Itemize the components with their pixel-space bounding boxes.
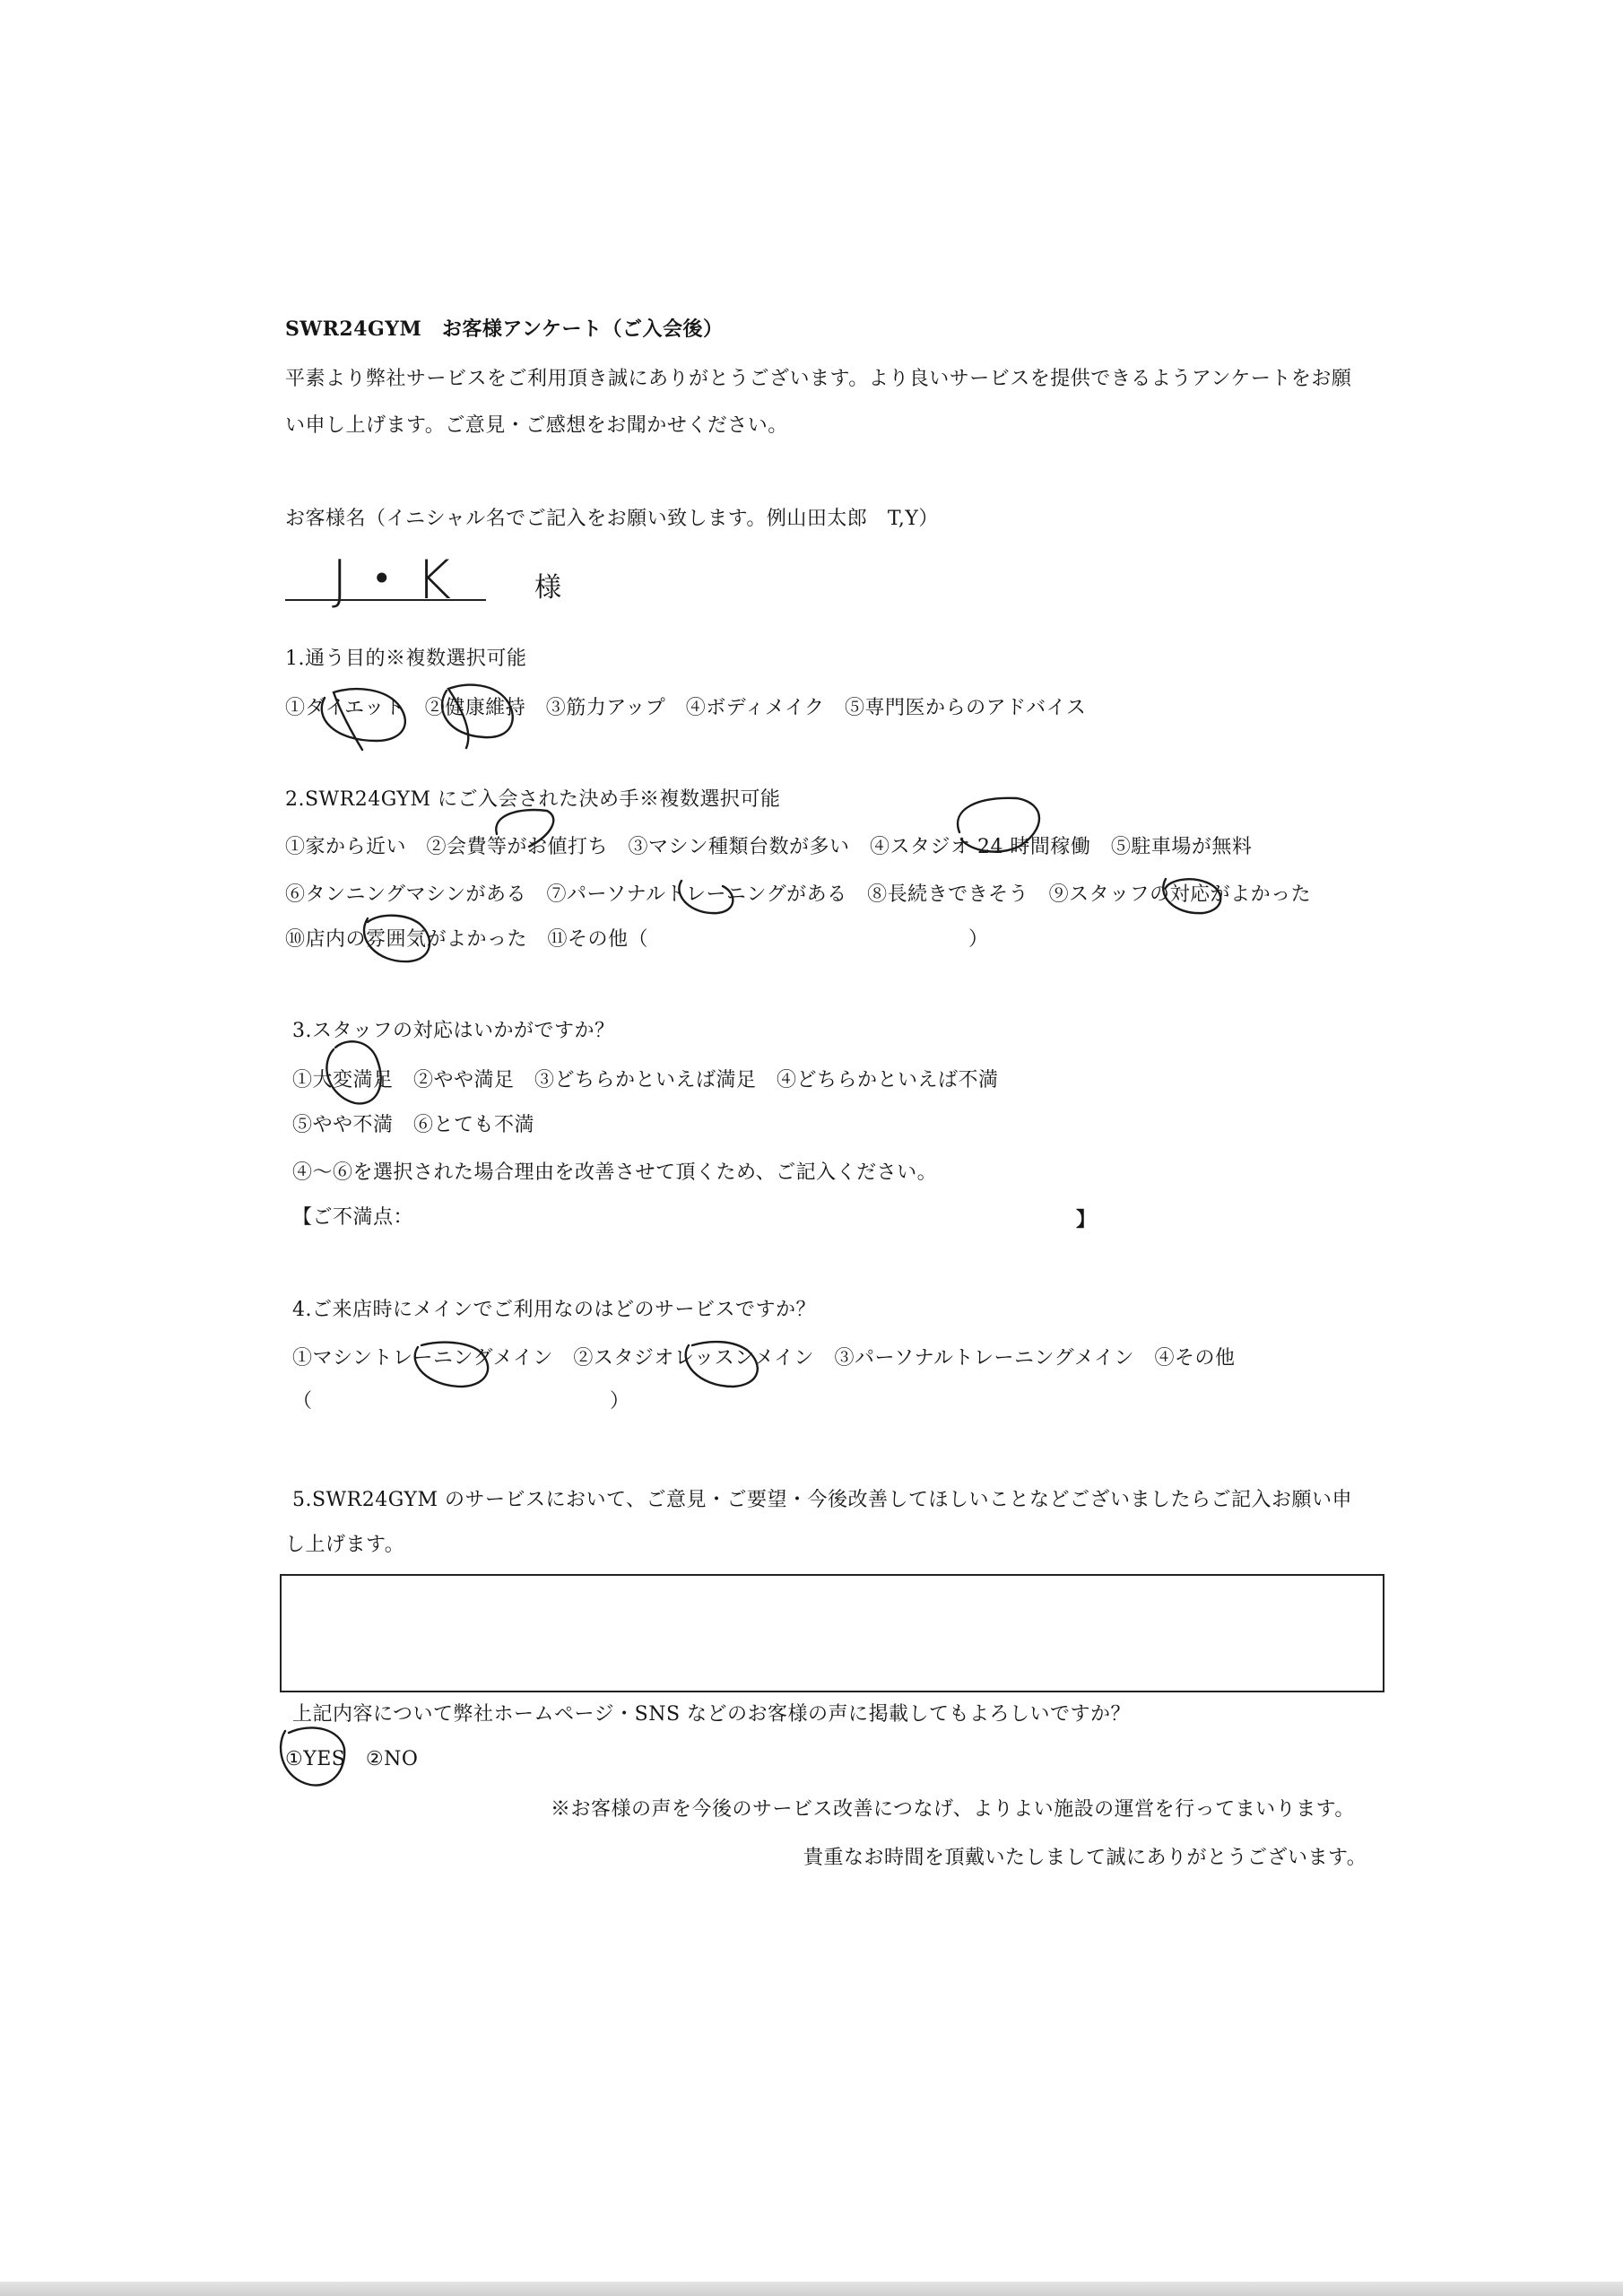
q2-other-close-paren: ） [968,928,989,951]
consent-circle-yes [281,1727,344,1785]
scan-bottom-edge [0,2282,1623,2296]
q2-circle-training [679,881,733,913]
q1-circle-diet [322,689,405,750]
q1-options: ①ダイエット ②健康維持 ③筋力アップ ④ボディメイク ⑤専門医からのアドバイス [285,697,1087,719]
q3-options-line-1: ①大変満足 ②やや満足 ③どちらかといえば満足 ④どちらかといえば不満 [292,1069,999,1091]
consent-options: ①YES ②NO [285,1748,419,1770]
q2-circle-atmosphere [364,916,430,961]
intro-text-line-2: い申し上げます。ご意見・ご感想をお聞かせください。 [285,414,788,437]
q3-options-line-2: ⑤やや不満 ⑥とても不満 [292,1114,535,1136]
q4-circle-machine [415,1343,488,1387]
q2-options-line-2: ⑥タンニングマシンがある ⑦パーソナルトレーニングがある ⑧長続きできそう ⑨スタッフの対応がよかった [285,883,1312,906]
q4-options: ①マシントレーニングメイン ②スタジオレッスンメイン ③パーソナルトレーニングメイン ④その他 [292,1347,1236,1370]
q2-options-line-1: ①家から近い ②会費等がお値打ち ③マシン種類台数が多い ④スタジオ 24 時間稼働 ⑤駐車場が無料 [285,836,1253,858]
q3-circle-very-satisfied [326,1041,380,1103]
consent-question: 上記内容について弊社ホームページ・SNS などのお客様の声に掲載してもよろしいですか？ [292,1703,1132,1726]
handwritten-initials: J・K [332,549,459,612]
q4-circle-studio [686,1342,758,1387]
survey-title: SWR24GYM お客様アンケート（ご入会後） [285,317,724,341]
q3-complaint-label: 【ご不満点： [292,1206,414,1229]
q2-options-line-3: ⑩店内の雰囲気がよかった ⑪その他（ [285,928,649,951]
customer-name-label: お客様名（イニシャル名でご記入をお願い致します。例山田太郎 T,Y） [285,508,939,530]
q2-heading: 2.SWR24GYM にご入会された決め手※複数選択可能 [285,788,781,811]
intro-text-line-1: 平素より弊社サービスをご利用頂き誠にありがとうございます。より良いサービスを提供できるようアンケートをお願 [285,368,1352,390]
q4-other-close-paren: ） [610,1390,630,1413]
footer-note: ※お客様の声を今後のサービス改善につなげ、よりよい施設の運営を行ってまいります。 [551,1798,1355,1821]
honorific-sama: 様 [534,572,561,604]
q5-heading-line-1: 5.SWR24GYM のサービスにおいて、ご意見・ご要望・今後改善してほしいことなどございましたらご記入お願い申 [292,1489,1353,1511]
q3-note: ④～⑥を選択された場合理由を改善させて頂くため、ご記入ください。 [292,1161,938,1184]
q3-complaint-close: 】 [1076,1208,1097,1231]
q2-circle-fee [496,810,553,847]
q5-heading-line-2: し上げます。 [285,1534,405,1556]
q1-heading: 1.通う目的※複数選択可能 [285,648,527,670]
q2-circle-staff [1163,879,1220,913]
q2-circle-studio [958,798,1039,852]
q4-heading: 4.ご来店時にメインでご利用なのはどのサービスですか？ [292,1299,817,1321]
q3-heading: 3.スタッフの対応はいかがですか？ [292,1020,615,1042]
q4-other-open-paren: （ [292,1390,313,1413]
footer-thanks: 貴重なお時間を頂戴いたしまして誠にありがとうございます。 [803,1847,1367,1869]
q1-circle-health [442,685,513,748]
